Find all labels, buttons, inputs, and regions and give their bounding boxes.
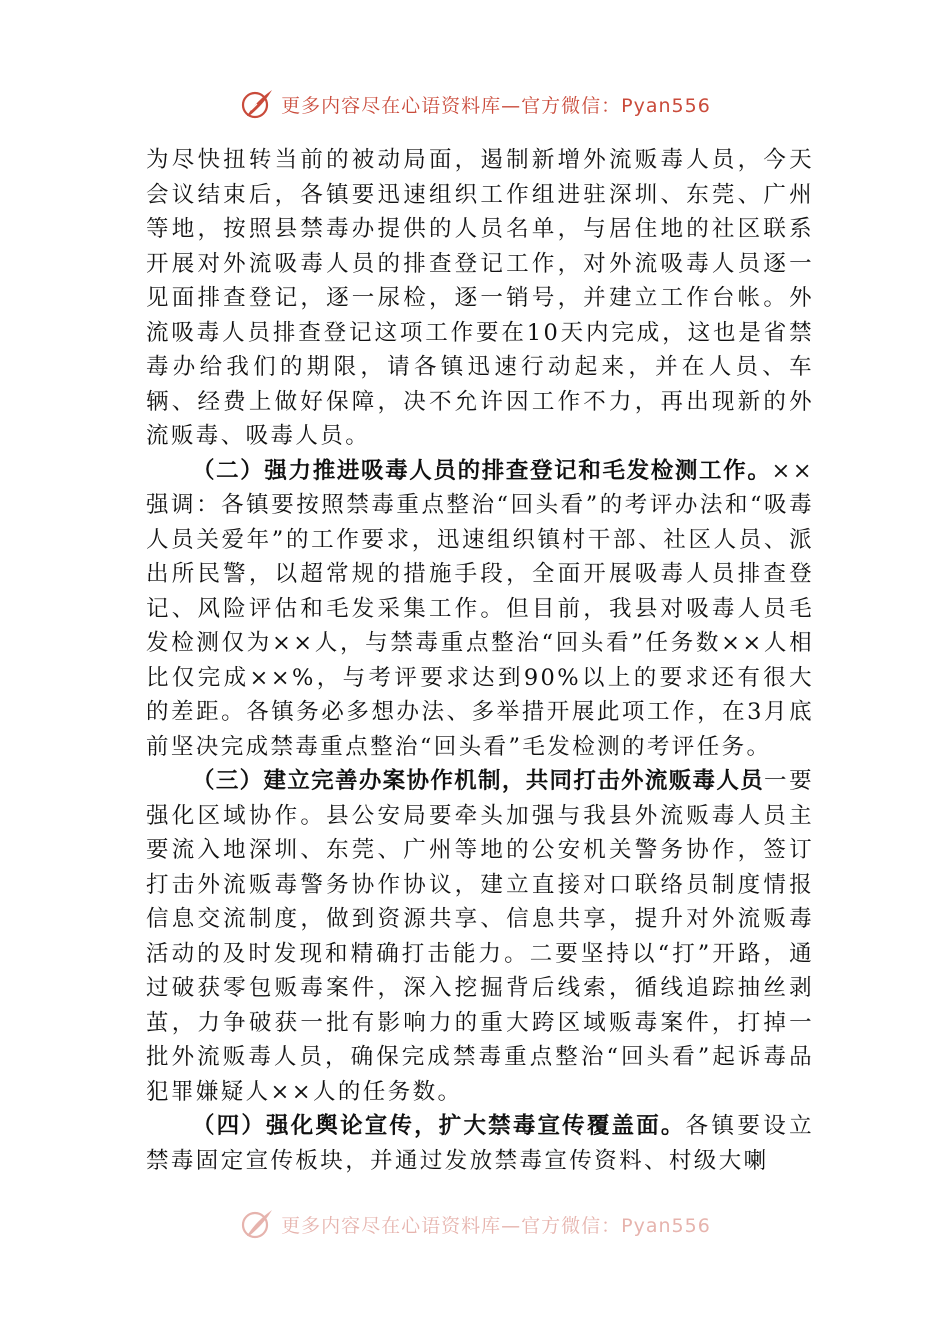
watermark-footer	[0, 1204, 950, 1244]
watermark-text-faded: 更多内容尽在心语资料库—官方微信：Pyan556	[281, 1214, 711, 1237]
section-4-text: 各镇要设立禁毒固定宣传板块，并通过发放禁毒宣传资料、村级大喇	[146, 1113, 814, 1174]
paragraph-continuation	[146, 143, 814, 454]
section-2-paragraph	[146, 454, 814, 765]
section-2-text: ××强调：各镇要按照禁毒重点整治“回头看”的考评办法和“吸毒人员关爱年”的工作要求，迅速组织镇村干部、社区人员、派出所民警，以超常规的措施手段，全面开展吸毒人员排查登记、风险评估和毛发采集工作。但目前，我县对吸毒人员毛发检测仅为××人，与禁毒重点整治“回头看”任务数××人相比仅完成××%，与考评要求达到90%以上的要求还有很大的差距。各镇务必多想办法、多举措开展此项工作，在3月底前坚决完成禁毒重点整治“回头看”毛发检测的考评任务。	[146, 457, 814, 760]
watermark-header	[0, 84, 950, 124]
section-4-paragraph	[146, 1109, 814, 1178]
section-3-heading: （三）建立完善办案协作机制，共同打击外流贩毒人员	[192, 768, 765, 794]
section-3-text: 一要强化区域协作。县公安局要牵头加强与我县外流贩毒人员主要流入地深圳、东莞、广州等地的公安机关警务协作，签订打击外流贩毒警务协作协议，建立直接对口联络员制度情报信息交流制度，做到资源共享、信息共享，提升对外流贩毒活动的及时发现和精确打击能力。二要坚持以“打”开路，通过破获零包贩毒案件，深入挖掘背后线索，循线追踪抽丝剥茧，力争破获一批有影响力的重大跨区域贩毒案件，打掉一批外流贩毒人员，确保完成禁毒重点整治“回头看”起诉毒品犯罪嫌疑人××人的任务数。	[146, 768, 814, 1105]
document-body	[146, 143, 814, 1178]
paragraph-text: 为尽快扭转当前的被动局面，遏制新增外流贩毒人员，今天会议结束后，各镇要迅速组织工作组进驻深圳、东莞、广州等地，按照县禁毒办提供的人员名单，与居住地的社区联系开展对外流吸毒人员的排查登记工作，对外流吸毒人员逐一见面排查登记，逐一尿检，逐一销号，并建立工作台帐。外流吸毒人员排查登记这项工作要在10天内完成，这也是省禁毒办给我们的期限，请各镇迅速行动起来，并在人员、车辆、经费上做好保障，决不允许因工作不力，再出现新的外流贩毒、吸毒人员。	[146, 147, 814, 449]
quill-logo-icon	[239, 86, 275, 122]
section-3-paragraph	[146, 764, 814, 1109]
section-2-heading: （二）强力推进吸毒人员的排查登记和毛发检测工作。	[192, 457, 772, 484]
watermark-text: 更多内容尽在心语资料库—官方微信：Pyan556	[281, 94, 711, 117]
quill-logo-icon	[239, 1206, 275, 1242]
section-4-heading: （四）强化舆论宣传，扩大禁毒宣传覆盖面。	[192, 1113, 686, 1139]
